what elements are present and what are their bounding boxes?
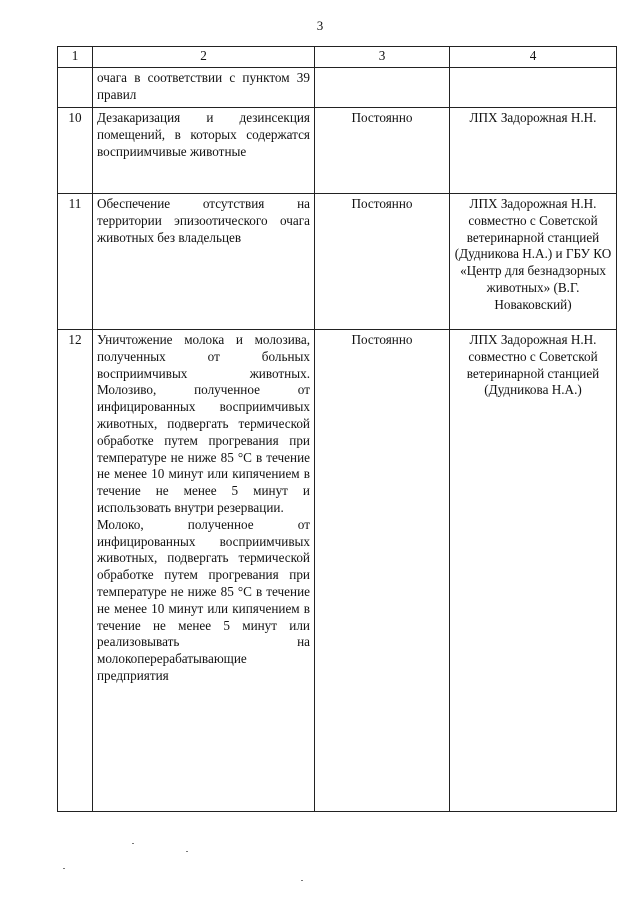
row-number: 12 <box>58 330 93 812</box>
row-description <box>93 108 315 194</box>
table-row <box>58 108 617 194</box>
row-description <box>93 68 315 108</box>
column-header-1: 1 <box>58 47 93 68</box>
table-header-row <box>58 47 617 68</box>
description-paragraph: Молоко, полученное от инфицированных восприимчивых животных, подвергать термической обработке путем прогревания при температуре не ниже 85 °С в течение не менее 10 минут или кипячением в течение не менее 5 минут или реализовывать на молокоперерабатывающие предприятия <box>97 516 310 683</box>
row-responsible: ЛПХ Задорожная Н.Н. <box>450 108 617 194</box>
row-deadline: Постоянно <box>315 194 450 330</box>
description-paragraph: Уничтожение молока и молозива, полученных от больных восприимчивых животных. Молозиво, полученное от инфицированных восприимчивых животных, подвергать термической обработке путем прогревания при температуре не ниже 85 °С в течение не менее 10 минут или кипячением в течение не менее 5 минут и использовать внутри резервации. <box>97 332 310 515</box>
row-deadline: Постоянно <box>315 330 450 812</box>
row-responsible: ЛПХ Задорожная Н.Н. совместно с Советской ветеринарной станцией (Дудникова Н.А.) и ГБУ КО «Центр для безнадзорных животных» (В.Г. Новаковский) <box>450 194 617 330</box>
description-paragraph: Дезакаризация и дезинсекция помещений, в которых содержатся восприимчивые животные <box>97 110 310 159</box>
row-number: 11 <box>58 194 93 330</box>
scan-speck <box>63 868 65 869</box>
column-header-4: 4 <box>450 47 617 68</box>
page-number: 3 <box>316 18 324 33</box>
column-header-2: 2 <box>93 47 315 68</box>
scan-speck <box>186 851 188 852</box>
description-paragraph: очага в соответствии с пунктом 39 правил <box>97 70 310 102</box>
scan-speck <box>301 880 303 881</box>
row-deadline: Постоянно <box>315 108 450 194</box>
measures-table <box>57 46 617 812</box>
row-deadline <box>315 68 450 108</box>
table-row-continuation <box>58 68 617 108</box>
row-responsible: ЛПХ Задорожная Н.Н. совместно с Советской ветеринарной станцией (Дудникова Н.А.) <box>450 330 617 812</box>
table-row <box>58 330 617 812</box>
row-description <box>93 194 315 330</box>
table-row <box>58 194 617 330</box>
row-responsible <box>450 68 617 108</box>
row-number <box>58 68 93 108</box>
column-header-3: 3 <box>315 47 450 68</box>
scan-speck <box>132 843 134 844</box>
row-description <box>93 330 315 812</box>
row-number: 10 <box>58 108 93 194</box>
description-paragraph: Обеспечение отсутствия на территории эпизоотического очага животных без владельцев <box>97 196 310 245</box>
